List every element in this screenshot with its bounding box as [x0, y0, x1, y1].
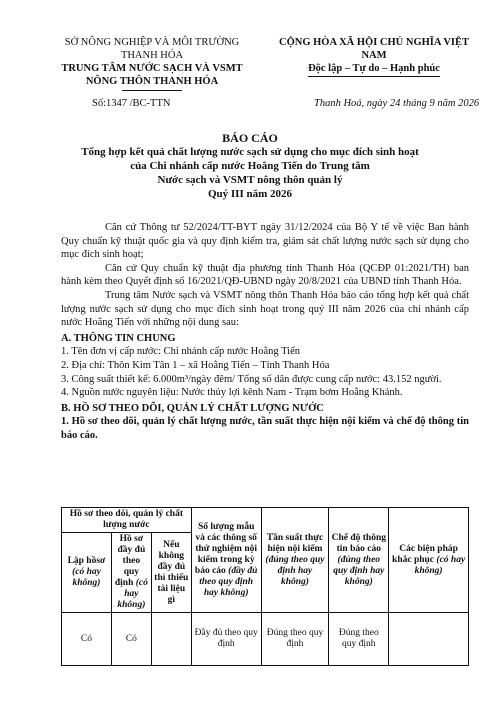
document-number: Số:1347 /BC-TTN [92, 98, 171, 109]
frequency-label: Tần suất thực hiện nội kiểm [266, 532, 324, 554]
table-header-samples [191, 508, 261, 613]
remedies-note: (có hay không) [414, 554, 466, 576]
samples-label: Số lượng mẫu và các thông số thử nghiệm nội kiểm trong kỳ báo cáo [194, 521, 258, 576]
report-title-line-2: của Chi nhánh cấp nước Hoằng Tiến do Trung tâm [130, 160, 370, 172]
table-header-frequency [261, 508, 329, 613]
agency-underline [122, 90, 182, 91]
issuing-agency-block [52, 36, 252, 91]
reporting-label: Chế độ thông tin báo cáo [331, 532, 386, 554]
table-header-record-complete [111, 533, 151, 613]
national-header-block [268, 36, 480, 77]
table-header-row-1 [62, 508, 469, 533]
section-a-item-4: 4. Nguồn nước nguyên liệu: Nước thủy lợi kênh Nam - Trạm bơm Hoằng Khánh. [61, 387, 403, 399]
paragraph-legal-basis-2: Căn cứ Quy chuẩn kỹ thuật địa phương tỉnh Thanh Hóa (QCĐP 01:2021/TH) ban hành kèm theo Quyết định số 16/2021/QĐ-UBND ngày 20/8/2021 của UBND tỉnh Thanh Hóa. [61, 262, 469, 288]
table-header-record-created [62, 533, 112, 613]
report-title-line-3: Nước sạch và VSMT nông thôn quản lý [157, 174, 343, 186]
samples-note: (đầy đủ theo quy định hay không) [199, 565, 258, 598]
document-date: Thanh Hoá, ngày 24 tháng 9 năm 2026 [314, 98, 480, 109]
paragraph-legal-basis-1: Căn cứ Thông tư 52/2024/TT-BYT ngày 31/12/2024 của Bộ Y tế về việc Ban hành Quy chuẩn kỹ thuật quốc gia và quy định kiểm tra, giám sát chất lượng nước sạch sử dụng cho mục đích sinh hoạt; [61, 222, 469, 261]
cell-remedies [389, 613, 469, 666]
frequency-note: (đúng theo quy định hay không) [265, 554, 325, 587]
section-a-item-1: 1. Tên đơn vị cấp nước: Chi nhánh cấp nước Hoằng Tiến [61, 346, 300, 358]
report-heading: BÁO CÁO [222, 131, 278, 145]
report-body [61, 221, 469, 443]
reporting-note: (đúng theo quy định hay không) [333, 554, 385, 587]
cell-samples: Đầy đủ theo quy định [191, 613, 261, 666]
section-a-heading: A. THÔNG TIN CHUNG [61, 332, 176, 344]
paragraph-intro: Trung tâm Nước sạch và VSMT nông thôn Thanh Hóa báo cáo tổng hợp kết quả chất lượng nước sạch sử dụng cho mục đích sinh hoạt trong quý III năm 2026 của chi nhánh cấp nước Hoằng Tiến với những nội dung sau: [61, 289, 469, 329]
remedies-label: Các biện pháp khắc phục [392, 543, 458, 565]
table-group-header: Hồ sơ theo dõi, quản lý chất lượng nước [62, 508, 192, 533]
section-b-heading: B. HỒ SƠ THEO DÕI, QUẢN LÝ CHẤT LƯỢNG NƯỚC [61, 402, 324, 414]
record-complete-note: (có hay không) [117, 578, 148, 610]
national-title: CỘNG HÒA XÃ HỘI CHỦ NGHĨA VIỆT NAM [279, 37, 469, 61]
report-title-line-1: Tổng hợp kết quả chất lượng nước sạch sử dụng cho mục đích sinh hoạt [81, 146, 419, 158]
section-a-item-2: 2. Địa chỉ: Thôn Kim Tân 1 – xã Hoằng Tiến – Tỉnh Thanh Hóa [61, 359, 330, 371]
record-created-label: Lập hồsơ [67, 556, 106, 566]
agency-line-1: SỞ NÔNG NGHIỆP VÀ MÔI TRƯỜNG [64, 37, 240, 48]
table-row [62, 613, 469, 666]
cell-frequency: Đúng theo quy định [261, 613, 329, 666]
record-created-note: (có hay không) [72, 567, 101, 588]
cell-record-created: Có [62, 613, 112, 666]
cell-record-complete: Có [111, 613, 151, 666]
agency-line-2: THANH HÓA [120, 50, 184, 61]
report-title-line-4: Quý III năm 2026 [207, 188, 293, 200]
table-header-reporting [329, 508, 389, 613]
cell-reporting: Đúng theo quy định [329, 613, 389, 666]
table-header-remedies [389, 508, 469, 613]
report-title [30, 131, 470, 201]
section-b-subheading: 1. Hồ sơ theo dõi, quản lý chất lượng nước, tần suất thực hiện nội kiểm và chế độ thông tin báo cáo. [61, 416, 469, 441]
water-quality-records-table [61, 507, 469, 666]
national-motto: Độc lập – Tự do – Hạnh phúc [308, 62, 440, 77]
section-a-item-3: 3. Công suất thiết kế: 6.000m³/ngày đêm/ Tổng số dân được cung cấp nước: 43.152 người. [61, 373, 442, 385]
table-header-missing-docs: Nếu không đầy đủ thì thiếu tài liệu gì [151, 533, 191, 613]
agency-line-3: TRUNG TÂM NƯỚC SẠCH VÀ VSMT [61, 63, 243, 74]
record-complete-label: Hồ sơ đầy đủ theo quy định [114, 534, 146, 588]
agency-line-4: NÔNG THÔN THANH HÓA [85, 76, 219, 87]
cell-missing-docs [151, 613, 191, 666]
